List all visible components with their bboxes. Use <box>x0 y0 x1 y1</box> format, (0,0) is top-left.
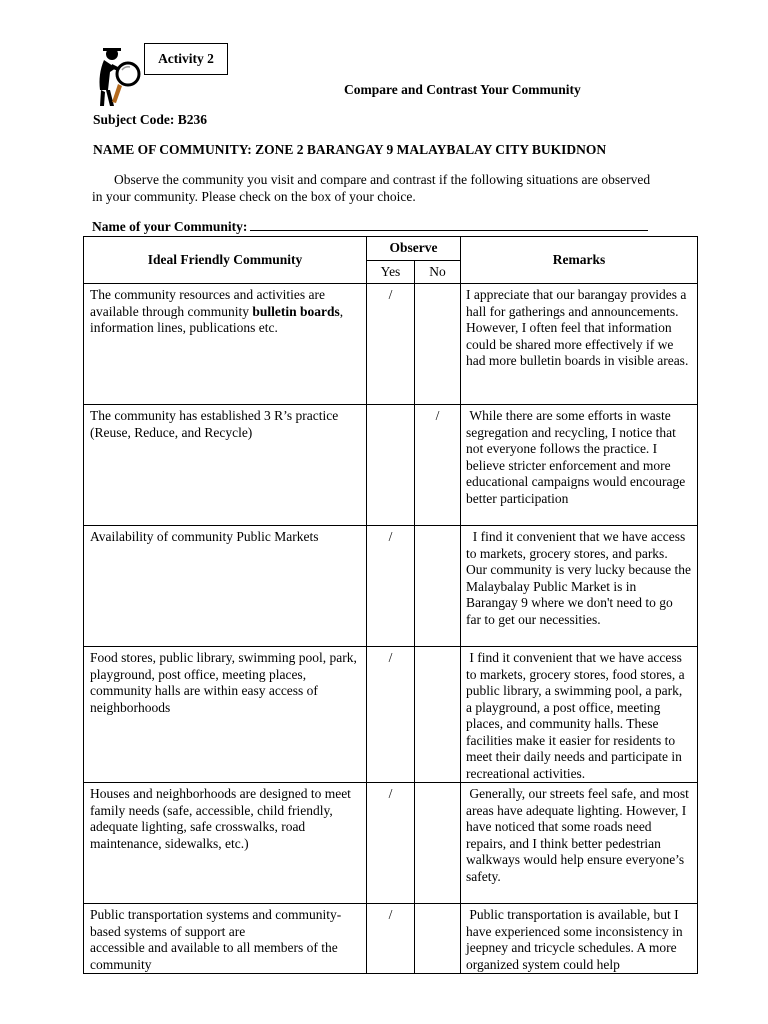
header-remarks: Remarks <box>461 237 698 284</box>
situation-text: The community has established 3 R’s practice (Reuse, Reduce, and Recycle) <box>90 408 339 440</box>
remarks-text: Generally, our streets feel safe, and most areas have adequate lighting. However, I have noticed that some roads need repairs, and I think better pedestrian walkways would help ensure everyone’s safety. <box>466 786 693 884</box>
table-row <box>84 405 698 526</box>
situation-text: Availability of community Public Markets <box>90 529 319 544</box>
table-row <box>84 783 698 904</box>
check-yes-cell[interactable] <box>367 284 415 405</box>
remarks-text: While there are some efforts in waste segregation and recycling, I notice that not everyone follows the practice. I believe stricter enforcement and more educational campaigns would encourage better participation <box>466 408 689 506</box>
table-row <box>84 526 698 647</box>
check-mark: / <box>388 529 393 544</box>
situation-cell <box>84 783 367 904</box>
check-no-cell[interactable] <box>415 783 461 904</box>
check-yes-cell[interactable] <box>367 526 415 647</box>
check-mark: / <box>388 786 393 801</box>
check-no-cell[interactable] <box>415 405 461 526</box>
situation-text-after: , information lines, publications etc. <box>90 303 344 335</box>
situation-bold-text: bulletin boards <box>252 303 340 319</box>
check-no-cell[interactable] <box>415 647 461 783</box>
header-yes: Yes <box>367 261 415 284</box>
situation-cell <box>84 284 367 405</box>
check-yes-cell[interactable] <box>367 647 415 783</box>
header-no: No <box>415 261 461 284</box>
check-no-cell[interactable] <box>415 526 461 647</box>
remarks-cell <box>461 526 698 647</box>
check-mark: / <box>388 907 393 922</box>
check-mark: / <box>388 287 393 302</box>
remarks-cell <box>461 904 698 974</box>
document-title: Compare and Contrast Your Community <box>344 82 581 97</box>
check-no-cell[interactable] <box>415 904 461 974</box>
community-name-label: Name of your Community: <box>92 219 248 234</box>
table-row <box>84 284 698 405</box>
check-yes-cell[interactable] <box>367 405 415 526</box>
community-name-blank[interactable] <box>250 218 648 231</box>
check-mark: / <box>388 650 393 665</box>
magnifying-glass-person-icon <box>92 44 152 108</box>
remarks-text: I find it convenient that we have access to markets, grocery stores, food stores, a public library, a swimming pool, a park, a playground, a post office, meeting places, and community halls. These facilities make it easier for residents to meet their daily needs and participate in recreational activities. <box>466 650 688 781</box>
remarks-cell <box>461 284 698 405</box>
situation-cell <box>84 526 367 647</box>
situation-text: The community resources and activities are available through community <box>90 287 326 319</box>
remarks-text: Public transportation is available, but I have experienced some inconsistency in jeepney and tricycle schedules. A more organized system could help <box>466 907 687 972</box>
remarks-text: I appreciate that our barangay provides a hall for gatherings and announcements. However, I often feel that information could be shared more effectively if we had more bulletin boards in visible areas. <box>466 287 690 368</box>
activity-label-box <box>144 43 228 75</box>
remarks-text: I find it convenient that we have access to markets, grocery stores, and parks. Our community is very lucky because the Malaybalay Public Market is in Barangay 9 where we don't need to go far to get our necessities. <box>466 529 695 627</box>
situation-text: Public transportation systems and community-based systems of support are accessible and available to all members of the community <box>90 907 342 972</box>
header-observe: Observe <box>367 237 461 261</box>
comparison-table <box>83 236 698 974</box>
situation-cell <box>84 405 367 526</box>
check-yes-cell[interactable] <box>367 904 415 974</box>
header-situation: Ideal Friendly Community <box>84 237 367 284</box>
community-name-heading: NAME OF COMMUNITY: ZONE 2 BARANGAY 9 MALAYBALAY CITY BUKIDNON <box>93 142 607 157</box>
remarks-cell <box>461 647 698 783</box>
instructions: Observe the community you visit and compare and contrast if the following situations are observed in your community. Please check on the box of your choice. <box>92 172 651 204</box>
situation-cell <box>84 647 367 783</box>
situation-text: Houses and neighborhoods are designed to meet family needs (safe, accessible, child friendly, adequate lighting, safe crosswalks, road maintenance, sidewalks, etc.) <box>90 786 351 851</box>
check-mark: / <box>435 408 440 423</box>
situation-cell <box>84 904 367 974</box>
remarks-cell <box>461 783 698 904</box>
check-yes-cell[interactable] <box>367 783 415 904</box>
table-row <box>84 647 698 783</box>
remarks-cell <box>461 405 698 526</box>
table-row <box>84 904 698 974</box>
subject-code: Subject Code: B236 <box>93 112 207 127</box>
check-no-cell[interactable] <box>415 284 461 405</box>
situation-text: Food stores, public library, swimming pool, park, playground, post office, meeting places, community halls are within easy access of neighborhoods <box>90 650 357 715</box>
community-name-field <box>92 218 648 235</box>
activity-label: Activity 2 <box>158 51 214 66</box>
